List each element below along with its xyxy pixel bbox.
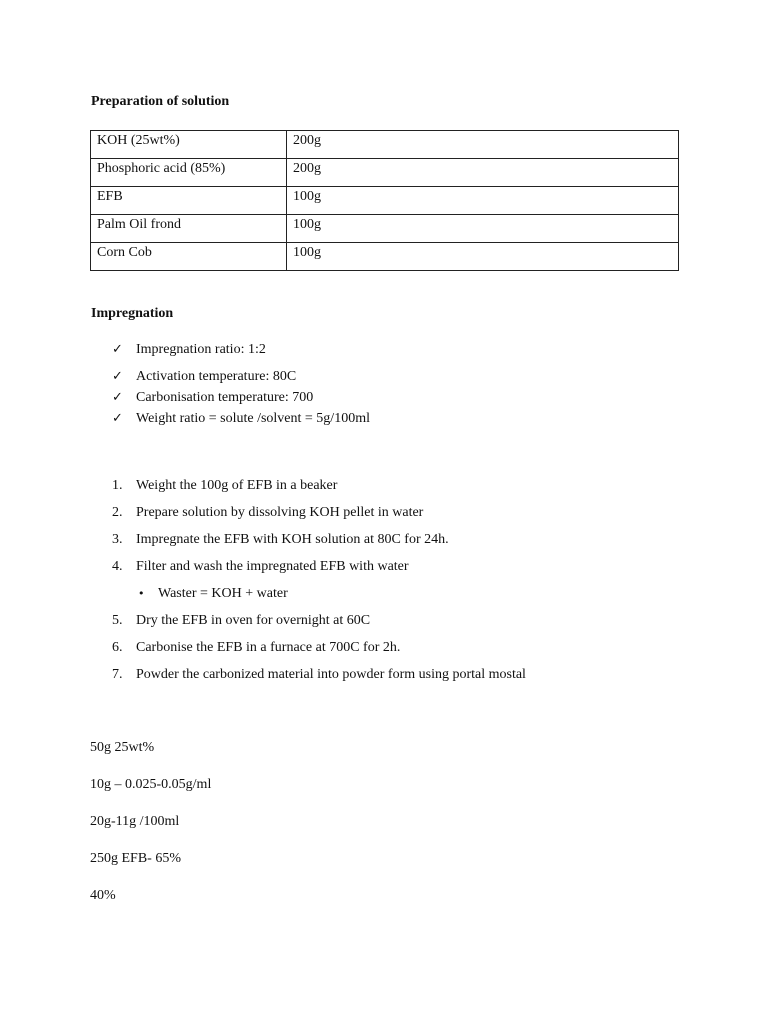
table-row: [91, 243, 679, 271]
step-text: Carbonise the EFB in a furnace at 700C for 2h.: [136, 640, 401, 655]
list-item: [112, 368, 370, 389]
step-number: 2.: [112, 505, 123, 520]
preparation-table: [90, 130, 679, 271]
step-text: Prepare solution by dissolving KOH pellet in water: [136, 505, 424, 520]
step-number: 4.: [112, 559, 123, 574]
checkmark-icon: ✓: [112, 369, 123, 384]
checklist-item-text: Carbonisation temperature: 700: [136, 390, 314, 405]
sub-step-text: Waster = KOH + water: [158, 586, 288, 601]
list-item: [112, 585, 526, 612]
list-item: [112, 504, 526, 531]
step-number: 1.: [112, 478, 123, 493]
step-text: Filter and wash the impregnated EFB with water: [136, 559, 409, 574]
table-cell-amount: 200g: [287, 159, 679, 187]
note-line: 10g – 0.025-0.05g/ml: [90, 777, 212, 792]
step-number: 5.: [112, 613, 123, 628]
list-item: [112, 612, 526, 639]
checklist-item-text: Impregnation ratio: 1:2: [136, 342, 266, 357]
checklist-item-text: Weight ratio = solute /solvent = 5g/100ml: [136, 411, 370, 426]
table-cell-item: Palm Oil frond: [91, 215, 287, 243]
table-cell-amount: 100g: [287, 243, 679, 271]
notes-block: [90, 739, 211, 924]
list-item: [112, 389, 370, 410]
list-item: [112, 639, 526, 666]
list-item: [112, 477, 526, 504]
table-cell-amount: 100g: [287, 215, 679, 243]
table-row: [91, 159, 679, 187]
table-cell-item: KOH (25wt%): [91, 131, 287, 159]
table-row: [91, 131, 679, 159]
note-line: 250g EFB- 65%: [90, 851, 181, 866]
checkmark-icon: ✓: [112, 411, 123, 426]
impregnation-heading: Impregnation: [91, 306, 174, 321]
table-cell-item: EFB: [91, 187, 287, 215]
table-cell-item: Corn Cob: [91, 243, 287, 271]
step-text: Weight the 100g of EFB in a beaker: [136, 478, 338, 493]
checkmark-icon: ✓: [112, 342, 123, 357]
preparation-heading: Preparation of solution: [91, 94, 230, 109]
step-text: Impregnate the EFB with KOH solution at 80C for 24h.: [136, 532, 449, 547]
step-text: Dry the EFB in oven for overnight at 60C: [136, 613, 371, 628]
checkmark-icon: ✓: [112, 390, 123, 405]
procedure-steps: [112, 477, 526, 693]
bullet-icon: •: [138, 587, 145, 600]
note-line: 40%: [90, 888, 116, 903]
step-number: 3.: [112, 532, 123, 547]
step-text: Powder the carbonized material into powder form using portal mostal: [136, 667, 526, 682]
list-item: [112, 666, 526, 693]
impregnation-checklist: [112, 341, 370, 431]
table-cell-amount: 100g: [287, 187, 679, 215]
list-item: [112, 410, 370, 431]
step-number: 7.: [112, 667, 123, 682]
note-line: 20g-11g /100ml: [90, 814, 180, 829]
step-number: 6.: [112, 640, 123, 655]
list-item: [112, 558, 526, 585]
list-item: [112, 531, 526, 558]
list-item: [112, 341, 370, 362]
table-row: [91, 215, 679, 243]
table-row: [91, 187, 679, 215]
checklist-item-text: Activation temperature: 80C: [136, 369, 297, 384]
table-cell-amount: 200g: [287, 131, 679, 159]
table-cell-item: Phosphoric acid (85%): [91, 159, 287, 187]
note-line: 50g 25wt%: [90, 740, 155, 755]
